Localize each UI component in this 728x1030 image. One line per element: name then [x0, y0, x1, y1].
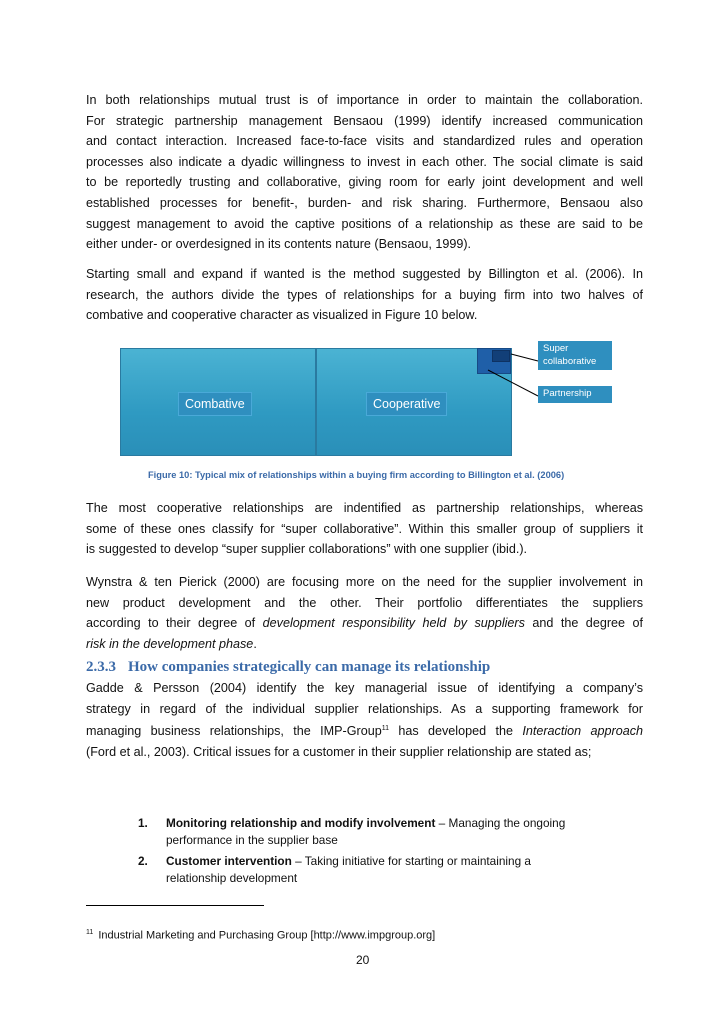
text-run: and the degree of [524, 616, 643, 631]
text-line: to be reportedly trusting and collaborative, giving room for early joint development and well [86, 175, 643, 190]
callout-line: Super [543, 343, 569, 354]
text-line [86, 719, 643, 742]
footnote-separator [86, 905, 264, 906]
text-line: For strategic partnership management Bensaou (1999) identify increased communication [86, 113, 643, 128]
super-connector-line [511, 354, 538, 361]
text-run: according to their degree of [86, 616, 263, 631]
text-run: has developed the [389, 724, 523, 739]
text-line [86, 613, 643, 634]
list-text [166, 815, 606, 849]
paragraph-gadde [86, 678, 643, 763]
partnership-connector-line [488, 370, 538, 396]
footnote-marker: 11 [86, 929, 94, 936]
list-line [166, 815, 606, 832]
text-run: managing business relationships, the IMP-Group [86, 724, 382, 739]
paragraph-trust [86, 90, 643, 255]
text-line [86, 634, 643, 655]
text-line: Gadde & Persson (2004) identify the key managerial issue of identifying a company’s [86, 681, 643, 695]
section-title: How companies strategically can manage its relationship [128, 659, 491, 675]
text-line: combative and cooperative character as visualized in Figure 10 below. [86, 308, 478, 323]
callout-line: Partnership [543, 388, 592, 399]
list-term: Customer intervention [166, 854, 292, 868]
emphasis: development responsibility held by suppliers [262, 616, 525, 631]
list-line: performance in the supplier base [166, 833, 338, 847]
text-line: either under- or overdesigned in its contents nature (Bensaou, 1999). [86, 237, 472, 252]
text-line: suggest management to avoid the captive positions of a relationship as these are said to be [86, 216, 643, 231]
paragraph-wynstra [86, 572, 643, 654]
text-line: Wynstra & ten Pierick (2000) are focusing more on the need for the supplier involvement in [86, 575, 643, 589]
partnership-callout [538, 386, 612, 403]
text-line: some of these ones classify for “super collaborative”. Within this smaller group of suppliers it [86, 521, 643, 536]
list-number: 2. [138, 854, 148, 868]
text-line: new product development and the other. Their portfolio differentiates the suppliers [86, 595, 643, 610]
footnote-reference: 11 [381, 725, 389, 733]
figure-caption: Figure 10: Typical mix of relationships within a buying firm according to Billington et al. (2006) [148, 470, 565, 480]
text-run: . [253, 636, 257, 651]
list-term: Monitoring relationship and modify involvement [166, 816, 436, 830]
combative-label: Combative [178, 392, 252, 416]
text-line: strategy in regard of the individual supplier relationships. As a supporting framework for [86, 701, 643, 716]
list-line: relationship development [166, 871, 298, 885]
emphasis: risk in the development phase [86, 636, 254, 651]
text-line: Starting small and expand if wanted is the method suggested by Billington et al. (2006). In [86, 267, 643, 281]
super-collaborative-callout [538, 341, 612, 370]
section-number: 2.3.3 [86, 659, 116, 675]
page-number: 20 [356, 953, 370, 967]
section-heading [86, 659, 490, 676]
footnote [86, 929, 435, 942]
text-line: In both relationships mutual trust is of importance in order to maintain the collaboration. [86, 93, 643, 107]
text-line: processes also indicate a dyadic willingness to invest in each other. The social climate is said [86, 154, 643, 169]
text-run: – Managing the ongoing [435, 816, 566, 830]
text-line: and contact interaction. Increased face-to-face visits and standardized rules and operation [86, 134, 643, 149]
list-line [166, 853, 606, 870]
text-run: – Taking initiative for starting or maintaining a [291, 854, 531, 868]
footnote-text: Industrial Marketing and Purchasing Group [http://www.impgroup.org] [95, 929, 436, 942]
text-line: (Ford et al., 2003). Critical issues for a customer in their supplier relationship are stated as; [86, 744, 592, 759]
text-line: is suggested to develop “super supplier collaborations” with one supplier (ibid.). [86, 542, 528, 557]
cooperative-label: Cooperative [366, 392, 447, 416]
emphasis: Interaction approach [522, 724, 643, 739]
paragraph-billington [86, 264, 643, 326]
paragraph-partnership [86, 498, 643, 560]
text-line: The most cooperative relationships are indentified as partnership relationships, whereas [86, 501, 643, 515]
text-line: established processes for benefit-, burden- and risk sharing. Furthermore, Bensaou also [86, 195, 643, 210]
list-text [166, 853, 606, 887]
callout-line: collaborative [543, 356, 597, 367]
text-line: research, the authors divide the types of relationships for a buying firm into two halves of [86, 287, 643, 302]
list-number: 1. [138, 816, 148, 830]
figure-relationship-mix [120, 344, 614, 460]
